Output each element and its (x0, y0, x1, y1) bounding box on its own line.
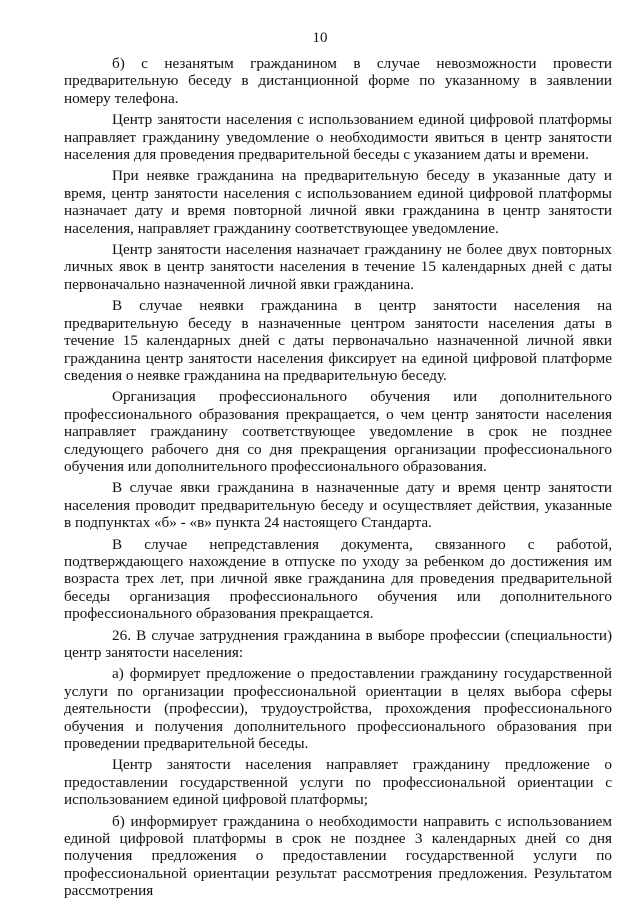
paragraph: Организация профессионального обучения или дополнительного профессионального образования прекращается, о чем центр занятости населения направляет гражданину соответствующее уведомление в срок не позднее следующего рабочего дня со дня прекращения организации профессионального обучения или дополнительного профессионального образования. (64, 388, 612, 475)
paragraph: 26. В случае затруднения гражданина в выборе профессии (специальности) центр занятости населения: (64, 626, 612, 661)
paragraph: б) с незанятым гражданином в случае невозможности провести предварительную беседу в дистанционной форме по указанному в заявлении номеру телефона. (64, 55, 612, 107)
page-number: 10 (312, 30, 328, 46)
paragraph: При неявке гражданина на предварительную беседу в указанные дату и время, центр занятости населения с использованием единой цифровой платформы назначает дату и время повторной личной явки гражданина в центр занятости населения, направляет гражданину соответствующее уведомление. (64, 167, 612, 237)
paragraph: В случае непредставления документа, связанного с работой, подтверждающего нахождение в отпуске по уходу за ребенком до достижения им возраста трех лет, при личной явке гражданина для проведения предварительной беседы организация профессионального обучения или дополнительного профессионального образования прекращается. (64, 535, 612, 623)
paragraph: Центр занятости населения направляет гражданину предложение о предоставлении государственной услуги по профессиональной ориентации с использованием единой цифровой платформы; (64, 756, 612, 809)
paragraph: а) формирует предложение о предоставлении гражданину государственной услуги по организации профессиональной ориентации в целях выбора сферы деятельности (профессии), трудоустройства, прохождения профессионального обучения и получения дополнительного профессионального образования при проведении предварительной беседы. (64, 665, 612, 753)
document-body (64, 55, 612, 904)
paragraph: б) информирует гражданина о необходимости направить с использованием единой цифровой платформы в срок не позднее 3 календарных дней со дня получения предложения о предоставлении государственной услуги по профессиональной ориентации результат рассмотрения предложения. Результатом рассмотрения (64, 812, 612, 900)
paragraph: Центр занятости населения с использованием единой цифровой платформы направляет гражданину уведомление о необходимости явиться в центр занятости населения для проведения предварительной беседы с указанием даты и времени. (64, 111, 612, 164)
paragraph: Центр занятости населения назначает гражданину не более двух повторных личных явок в центр занятости населения в течение 15 календарных дней с даты первоначально назначенной личной явки гражданина. (64, 241, 612, 293)
paragraph: В случае неявки гражданина в центр занятости населения на предварительную беседу в назначенные центром занятости населения даты в течение 15 календарных дней с даты первоначально назначенной личной явки гражданина центр занятости населения фиксирует на единой цифровой платформе сведения о неявке гражданина на предварительную беседу. (64, 297, 612, 384)
paragraph: В случае явки гражданина в назначенные дату и время центр занятости населения проводит предварительную беседу и осуществляет действия, указанные в подпунктах «б» - «в» пункта 24 настоящего Стандарта. (64, 479, 612, 532)
